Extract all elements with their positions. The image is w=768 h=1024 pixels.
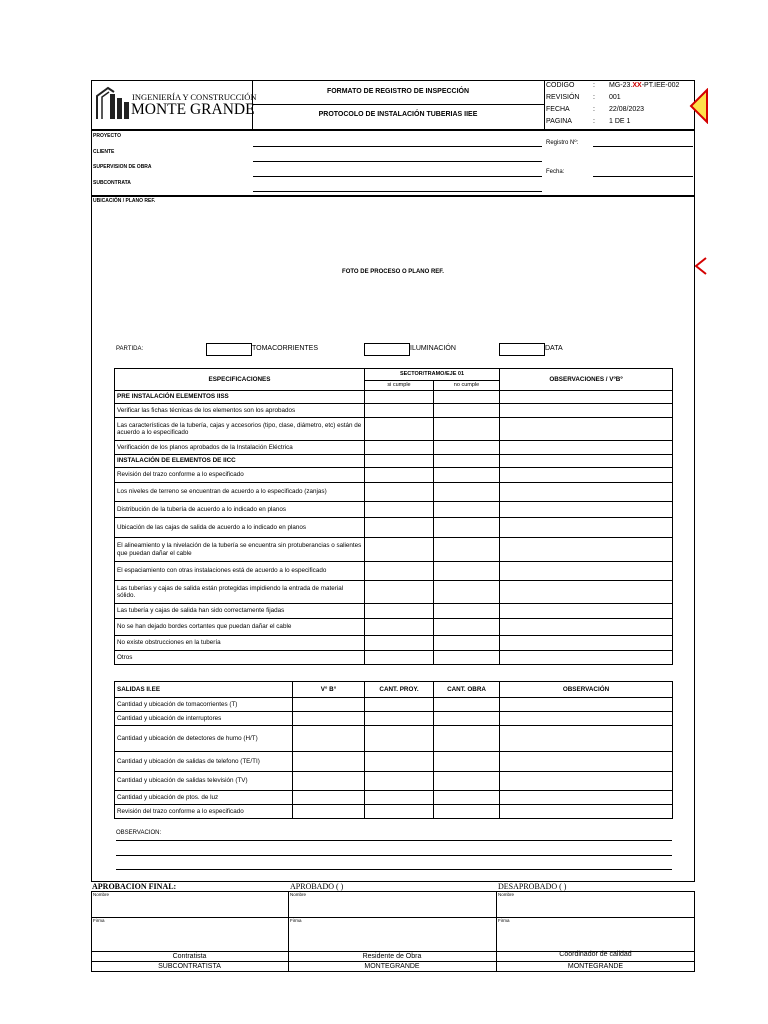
label-fecha: Fecha: xyxy=(546,169,565,175)
spec-row: Verificación de los planos aprobados de la Instalación Eléctrica xyxy=(115,441,365,455)
field-registro[interactable] xyxy=(593,146,693,147)
spec-row: No se han dejado bordes cortantes que puedan dañar el cable xyxy=(115,619,365,636)
org-montegrande-2: MONTEGRANDE xyxy=(567,963,624,970)
meta-codigo-label: CODIGO xyxy=(546,82,575,89)
checkbox-data[interactable] xyxy=(499,343,545,356)
h-sector: SECTOR/TRAMO/EJE 01 xyxy=(365,369,500,381)
cell-obra[interactable] xyxy=(434,726,500,752)
info-frame xyxy=(91,130,695,196)
cell-obs[interactable] xyxy=(500,791,673,805)
salidas-table xyxy=(114,681,673,819)
spec-row: Los niveles de terreno se encuentran de acuerdo a lo especificado (zanjas) xyxy=(115,483,365,502)
meta-codigo-value: MG-23.XX-PT.IEE-002 xyxy=(609,82,680,89)
cell-obs[interactable] xyxy=(500,455,673,468)
h-cant-obra: CANT. OBRA xyxy=(434,682,500,698)
cell-obs[interactable] xyxy=(500,805,673,819)
cell-proy[interactable] xyxy=(365,772,434,791)
spec-row: Las tuberías y cajas de salida están protegidas impidiendo la entrada de material sólido. xyxy=(115,581,365,604)
logo-line1: INGENIERÍA Y CONSTRUCCIÓN xyxy=(132,92,257,102)
approval-final: APROBACION FINAL: xyxy=(92,882,177,891)
cell-no[interactable] xyxy=(434,468,500,483)
cell-si[interactable] xyxy=(365,404,434,418)
building-logo-icon xyxy=(96,86,132,120)
cell-obs[interactable] xyxy=(500,636,673,651)
spec-row: Las características de la tubería, cajas y accesorios (tipo, clase, diámetro, etc) están de acuerdo a lo especificado xyxy=(115,418,365,441)
cell-si[interactable] xyxy=(365,391,434,404)
checkbox-iluminacion[interactable] xyxy=(364,343,410,356)
cell-proy[interactable] xyxy=(365,752,434,772)
cell-no[interactable] xyxy=(434,619,500,636)
cell-obs[interactable] xyxy=(500,518,673,538)
cell-obs[interactable] xyxy=(500,581,673,604)
cell-no[interactable] xyxy=(434,391,500,404)
cell-proy[interactable] xyxy=(365,698,434,712)
cell-si[interactable] xyxy=(365,538,434,562)
cell-obs[interactable] xyxy=(500,441,673,455)
header-title1: FORMATO DE REGISTRO DE INSPECCIÓN xyxy=(326,88,470,95)
cell-obs[interactable] xyxy=(500,752,673,772)
cell-obra[interactable] xyxy=(434,805,500,819)
cell-no[interactable] xyxy=(434,518,500,538)
h-obs: OBSERVACIONES / VºBº xyxy=(500,369,673,391)
cell-obs[interactable] xyxy=(500,468,673,483)
h-observacion: OBSERVACIÓN xyxy=(500,682,673,698)
option-data: DATA xyxy=(545,345,563,352)
spec-row: PRE INSTALACIÓN ELEMENTOS IISS xyxy=(115,391,365,404)
spec-row: No existe obstrucciones en la tubería xyxy=(115,636,365,651)
salida-row: Cantidad y ubicación de interruptores xyxy=(115,712,293,726)
cell-vb[interactable] xyxy=(293,698,365,712)
h-vb: V° B° xyxy=(293,682,365,698)
cell-obs[interactable] xyxy=(500,502,673,518)
cell-vb[interactable] xyxy=(293,712,365,726)
cell-vb[interactable] xyxy=(293,791,365,805)
spec-row: Ubicación de las cajas de salida de acuerdo a lo indicado en planos xyxy=(115,518,365,538)
cell-vb[interactable] xyxy=(293,805,365,819)
observacion-line-3[interactable] xyxy=(116,869,672,870)
spec-row: Otros xyxy=(115,651,365,665)
option-tomacorrientes: TOMACORRIENTES xyxy=(252,345,318,352)
pointer-marker-icon xyxy=(693,256,707,276)
h-si: si cumple xyxy=(365,381,434,391)
cell-obs[interactable] xyxy=(500,604,673,619)
spec-row: Verificar las fichas técnicas de los elementos son los aprobados xyxy=(115,404,365,418)
h-spec: ESPECIFICACIONES xyxy=(115,369,365,391)
cell-obra[interactable] xyxy=(434,712,500,726)
cell-obs[interactable] xyxy=(500,726,673,752)
cell-si[interactable] xyxy=(365,468,434,483)
approval-desaprobado[interactable]: DESAPROBADO ( ) xyxy=(498,882,567,891)
cell-si[interactable] xyxy=(365,441,434,455)
label-supervision: SUPERVISION DE OBRA xyxy=(93,164,152,170)
salida-row: Cantidad y ubicación de detectores de humo (H/T) xyxy=(115,726,293,752)
option-iluminacion: ILUMINACIÓN xyxy=(410,345,456,352)
cell-no[interactable] xyxy=(434,581,500,604)
cell-obra[interactable] xyxy=(434,698,500,712)
label-registro: Registro Nº: xyxy=(546,140,579,146)
org-montegrande-1: MONTEGRANDE xyxy=(364,963,420,970)
firma-label: Firma xyxy=(498,918,510,923)
partida-label: PARTIDA: xyxy=(116,346,144,352)
meta-pagina-value: 1 DE 1 xyxy=(609,118,631,125)
observacion-line-1[interactable] xyxy=(116,840,672,841)
spec-row: Las tubería y cajas de salida han sido correctamente fijadas xyxy=(115,604,365,619)
firma-label: Firma xyxy=(93,918,105,923)
cell-obs[interactable] xyxy=(500,651,673,665)
h-no: no cumple xyxy=(434,381,500,391)
h-salidas: SALIDAS II.EE xyxy=(115,682,293,698)
cell-si[interactable] xyxy=(365,562,434,581)
salida-row: Cantidad y ubicación de tomacorrientes (T) xyxy=(115,698,293,712)
cell-obra[interactable] xyxy=(434,752,500,772)
cell-no[interactable] xyxy=(434,538,500,562)
cell-obs[interactable] xyxy=(500,619,673,636)
cell-si[interactable] xyxy=(365,518,434,538)
warning-marker-icon xyxy=(689,88,709,124)
nombre-label: Nombre xyxy=(290,892,307,897)
cell-proy[interactable] xyxy=(365,726,434,752)
cell-obs[interactable] xyxy=(500,772,673,791)
observacion-label: OBSERVACION: xyxy=(116,830,162,836)
cell-vb[interactable] xyxy=(293,772,365,791)
cell-si[interactable] xyxy=(365,619,434,636)
meta-fecha-label: FECHA xyxy=(546,106,570,113)
header-title2: PROTOCOLO DE INSTALACIÓN TUBERIAS IIEE xyxy=(318,111,478,118)
cell-vb[interactable] xyxy=(293,752,365,772)
cell-no[interactable] xyxy=(434,455,500,468)
approval-aprobado[interactable]: APROBADO ( ) xyxy=(290,882,344,891)
cell-si[interactable] xyxy=(365,483,434,502)
field-proyecto[interactable] xyxy=(253,146,542,147)
cell-obs[interactable] xyxy=(500,483,673,502)
cell-no[interactable] xyxy=(434,562,500,581)
spec-row: Distribución de la tubería de acuerdo a lo indicado en planos xyxy=(115,502,365,518)
cell-no[interactable] xyxy=(434,636,500,651)
logo-line2: MONTE GRANDE xyxy=(131,101,255,118)
field-fecha[interactable] xyxy=(593,176,693,177)
cell-proy[interactable] xyxy=(365,712,434,726)
cell-proy[interactable] xyxy=(365,791,434,805)
cell-obra[interactable] xyxy=(434,791,500,805)
label-cliente: CLIENTE xyxy=(93,149,115,155)
spec-row: El alineamiento y la nivelación de la tubería se encuentra sin protuberancias o salientes que puedan dañar el cable xyxy=(115,538,365,562)
cell-proy[interactable] xyxy=(365,805,434,819)
company-logo xyxy=(96,86,132,120)
meta-revision-label: REVISIÓN xyxy=(546,94,580,101)
observacion-line-2[interactable] xyxy=(116,855,672,856)
cell-si[interactable] xyxy=(365,418,434,441)
cell-si[interactable] xyxy=(365,604,434,619)
label-subcontrata: SUBCONTRATA xyxy=(93,180,131,186)
photo-label: FOTO DE PROCESO O PLANO REF. xyxy=(342,269,444,275)
field-subcontrata[interactable] xyxy=(253,191,542,192)
cell-no[interactable] xyxy=(434,651,500,665)
spec-table xyxy=(114,368,673,665)
cell-no[interactable] xyxy=(434,418,500,441)
cell-obs[interactable] xyxy=(500,404,673,418)
cell-si[interactable] xyxy=(365,455,434,468)
role-coordinador: Coordinador de calidad xyxy=(559,951,632,958)
meta-revision-value: 001 xyxy=(609,94,621,101)
label-proyecto: PROYECTO xyxy=(93,133,121,139)
spec-row: Revisión del trazo conforme a lo especificado xyxy=(115,468,365,483)
cell-si[interactable] xyxy=(365,651,434,665)
firma-label: Firma xyxy=(290,918,302,923)
role-residente: Residente de Obra xyxy=(362,953,422,960)
nombre-label: Nombre xyxy=(93,892,110,897)
checkbox-tomacorrientes[interactable] xyxy=(206,343,252,356)
cell-no[interactable] xyxy=(434,404,500,418)
salida-row: Cantidad y ubicación de ptos. de luz xyxy=(115,791,293,805)
cell-obs[interactable] xyxy=(500,712,673,726)
field-cliente[interactable] xyxy=(253,161,542,162)
salida-row: Revisión del trazo conforme a lo especificado xyxy=(115,805,293,819)
cell-no[interactable] xyxy=(434,441,500,455)
cell-si[interactable] xyxy=(365,581,434,604)
salida-row: Cantidad y ubicación de salidas de telefono (TE/TI) xyxy=(115,752,293,772)
cell-no[interactable] xyxy=(434,483,500,502)
meta-fecha-value: 22/08/2023 xyxy=(609,106,645,113)
cell-obs[interactable] xyxy=(500,538,673,562)
cell-obs[interactable] xyxy=(500,391,673,404)
cell-no[interactable] xyxy=(434,604,500,619)
cell-obra[interactable] xyxy=(434,772,500,791)
role-contratista: Contratista xyxy=(172,953,207,960)
cell-si[interactable] xyxy=(365,502,434,518)
label-ubicacion: UBICACIÓN / PLANO REF. xyxy=(93,198,156,204)
cell-vb[interactable] xyxy=(293,726,365,752)
spec-row: El espaciamiento con otras instalaciones está de acuerdo a lo especificado xyxy=(115,562,365,581)
cell-obs[interactable] xyxy=(500,418,673,441)
spec-row: INSTALACIÓN DE ELEMENTOS DE IICC xyxy=(115,455,365,468)
h-cant-proy: CANT. PROY. xyxy=(365,682,434,698)
cell-obs[interactable] xyxy=(500,698,673,712)
field-supervision[interactable] xyxy=(253,176,542,177)
meta-pagina-label: PAGINA xyxy=(546,118,572,125)
cell-no[interactable] xyxy=(434,502,500,518)
cell-si[interactable] xyxy=(365,636,434,651)
nombre-label: Nombre xyxy=(498,892,515,897)
org-subcontratista: SUBCONTRATISTA xyxy=(158,963,221,970)
cell-obs[interactable] xyxy=(500,562,673,581)
salida-row: Cantidad y ubicación de salidas televisión (TV) xyxy=(115,772,293,791)
